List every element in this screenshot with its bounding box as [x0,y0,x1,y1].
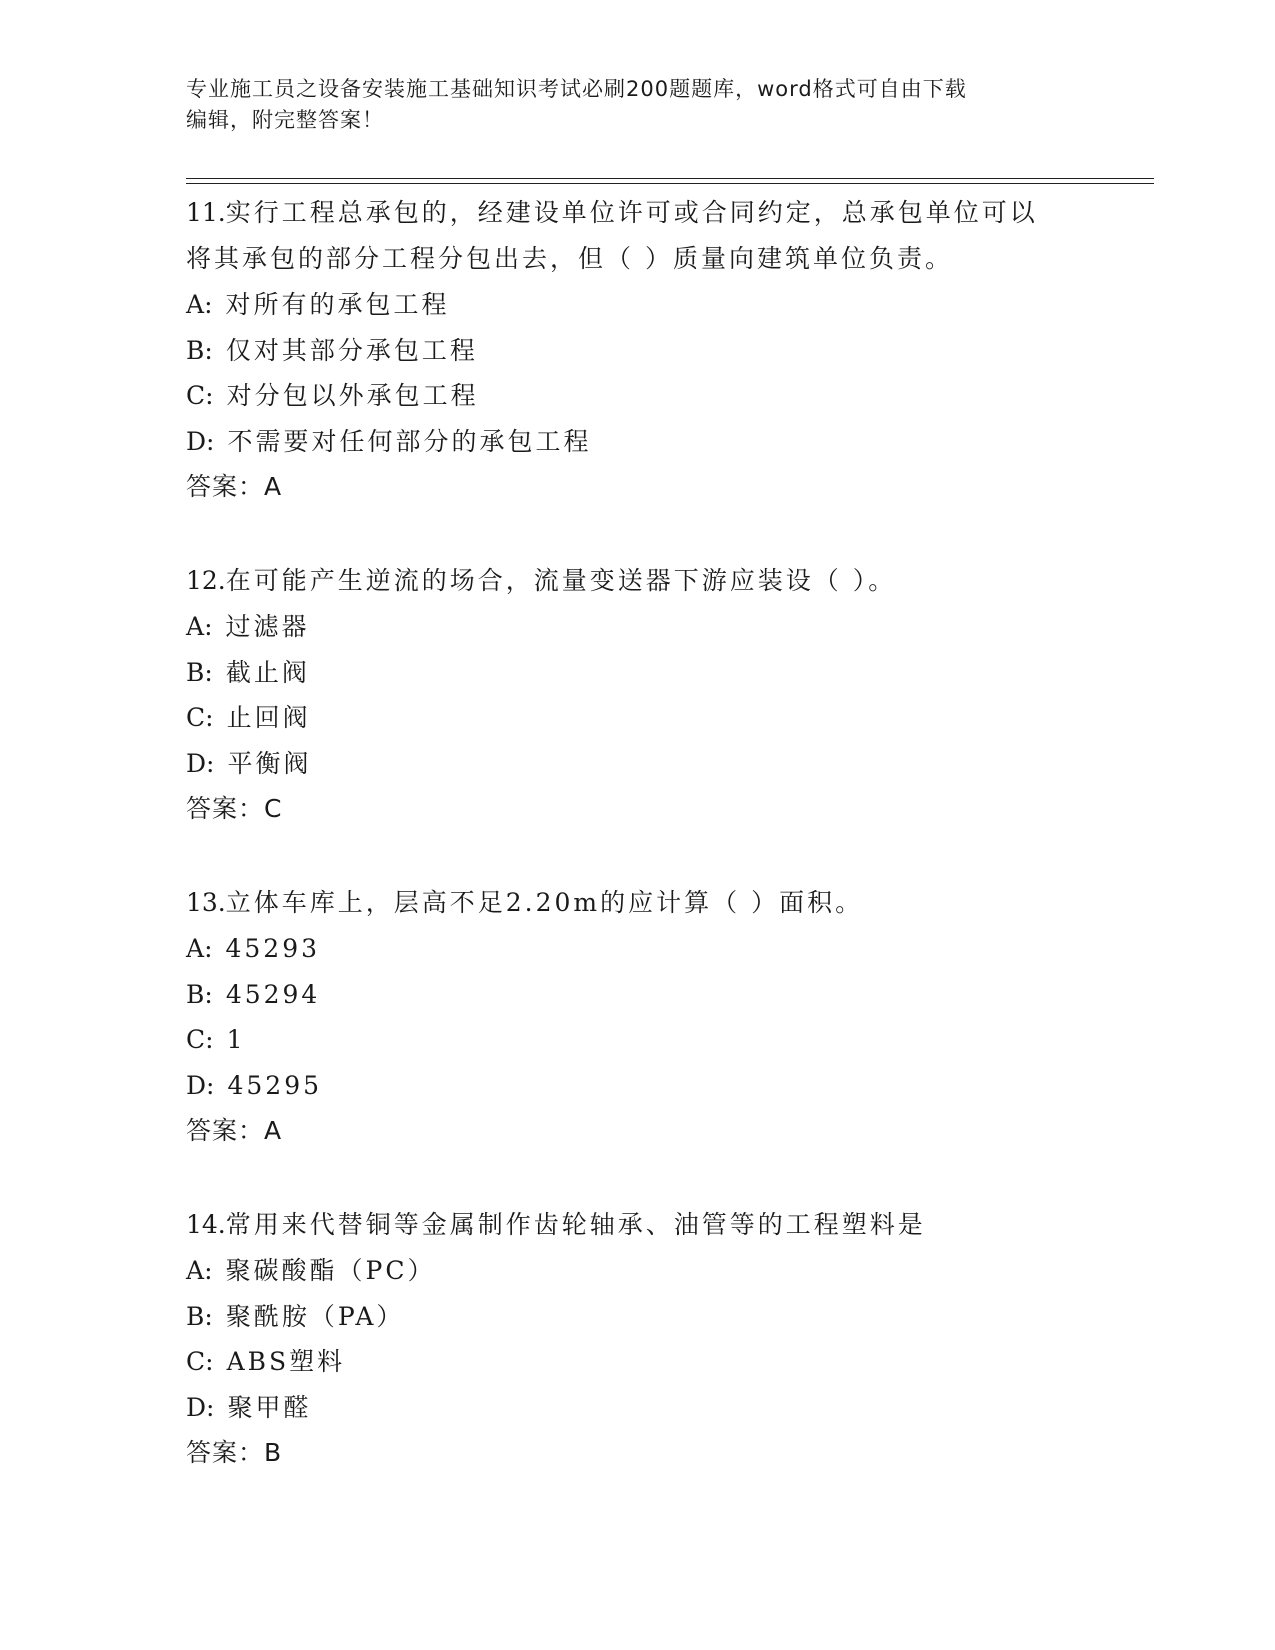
option-d: D: 聚甲醛 [186,1392,312,1422]
answer-label: 答案： [186,472,265,501]
option-text: 1 [226,1025,246,1054]
option-key: B [186,657,205,687]
question-text: 在可能产生逆流的场合，流量变送器下游应装设（ ）。 [225,566,897,595]
option-key: C [186,1025,206,1054]
answer-line [186,1430,1086,1476]
option-text: 对分包以外承包工程 [226,381,479,410]
question-12 [186,558,1086,832]
question-13 [186,880,1086,1154]
option-text: 45294 [225,979,321,1009]
option-b: B: 45294 [186,979,321,1009]
option-text: 聚酰胺（PA） [225,1301,405,1331]
option-text: ABS塑料 [226,1347,346,1376]
answer-line [186,464,1086,510]
option-text: 45293 [225,934,321,963]
option-text: 过滤器 [225,612,310,641]
answer-value: C [264,794,283,823]
question-stem [186,190,1086,236]
option-key: C [186,703,206,732]
document-title [186,74,1086,136]
option-d: D: 平衡阀 [186,748,312,778]
option-text: 止回阀 [226,703,311,732]
answer-value: B [264,1438,283,1467]
option-a: A: 聚碳酸酯（PC） [186,1256,436,1285]
option-key: A [186,1256,205,1285]
question-text: 常用来代替铜等金属制作齿轮轴承、油管等的工程塑料是 [225,1210,926,1239]
answer-value: A [264,1116,283,1145]
question-stem [186,880,1086,926]
answer-line [186,786,1086,832]
option-key: D [186,426,207,456]
option-b: B: 聚酰胺（PA） [186,1301,405,1331]
question-text: 实行工程总承包的，经建设单位许可或合同约定，总承包单位可以 [225,198,1038,227]
question-number: 13. [186,888,226,917]
question-stem [186,558,1086,604]
option-a: A: 45293 [186,934,321,963]
title-line-1: 专业施工员之设备安装施工基础知识考试必刷200题题库，word格式可自由下载 [186,77,967,101]
option-key: B [186,335,205,365]
question-number: 12. [186,566,226,595]
question-number: 11. [186,198,226,227]
option-text: 45295 [227,1070,323,1100]
header-divider-double [186,183,1154,184]
answer-label: 答案： [186,1116,265,1145]
option-key: B [186,979,205,1009]
answer-value: A [264,472,283,501]
title-line-2: 编辑，附完整答案！ [186,108,384,132]
question-text: 立体车库上，层高不足2.20m的应计算（ ）面积。 [225,888,864,917]
option-text: 截止阀 [225,657,310,687]
option-key: A [186,612,205,641]
option-key: C [186,381,206,410]
option-d: D: 45295 [186,1070,323,1100]
answer-line [186,1108,1086,1154]
option-key: A [186,290,205,319]
option-text: 不需要对任何部分的承包工程 [227,426,592,456]
option-b: B: 仅对其部分承包工程 [186,335,478,365]
option-key: C [186,1347,206,1376]
question-11 [186,190,1086,510]
option-text: 聚甲醛 [227,1392,312,1422]
answer-label: 答案： [186,794,265,823]
question-stem [186,1202,1086,1248]
question-number: 14. [186,1210,226,1239]
header-divider [186,178,1154,179]
option-d: D: 不需要对任何部分的承包工程 [186,426,592,456]
option-c: C: 1 [186,1025,246,1054]
option-text: 平衡阀 [227,748,312,778]
question-stem-continued: 将其承包的部分工程分包出去，但（ ）质量向建筑单位负责。 [186,244,953,273]
option-a: A: 过滤器 [186,612,310,641]
option-key: D [186,748,207,778]
question-14 [186,1202,1086,1476]
option-text: 仅对其部分承包工程 [225,335,478,365]
option-text: 对所有的承包工程 [225,290,450,319]
option-c: C: 对分包以外承包工程 [186,381,479,410]
option-c: C: 止回阀 [186,703,311,732]
answer-label: 答案： [186,1438,265,1467]
question-list [186,190,1086,1524]
option-key: B [186,1301,205,1331]
option-c: C: ABS塑料 [186,1347,346,1376]
option-key: D [186,1392,207,1422]
option-text: 聚碳酸酯（PC） [225,1256,436,1285]
option-a: A: 对所有的承包工程 [186,290,450,319]
option-b: B: 截止阀 [186,657,310,687]
option-key: D [186,1070,207,1100]
option-key: A [186,934,205,963]
